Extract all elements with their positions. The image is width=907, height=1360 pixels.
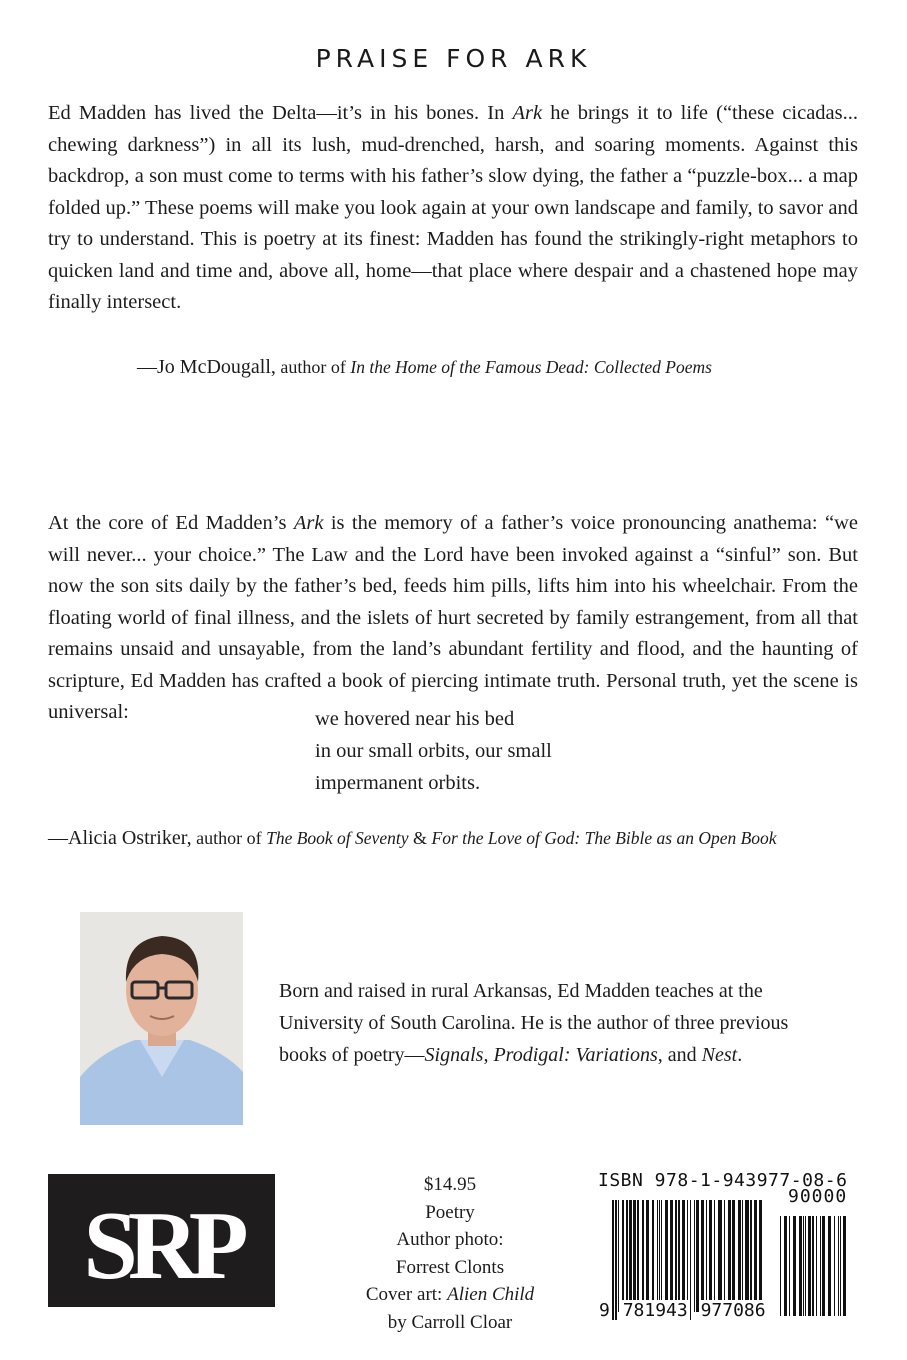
text-run: Ed Madden has lived the Delta—it’s in his bones. In bbox=[48, 102, 513, 124]
bio-line bbox=[279, 1007, 859, 1039]
srp-logo-icon bbox=[48, 1174, 275, 1307]
attribution-name: —Alicia Ostriker, bbox=[48, 827, 192, 849]
barcode-bar bbox=[701, 1200, 704, 1312]
barcode-bar bbox=[675, 1200, 677, 1312]
addon-bar bbox=[828, 1216, 831, 1316]
barcode-bar bbox=[714, 1200, 715, 1312]
barcode-bar bbox=[706, 1200, 707, 1312]
author-bio bbox=[279, 975, 859, 1071]
barcode-bar bbox=[709, 1200, 712, 1312]
category: Poetry bbox=[425, 1201, 475, 1223]
addon-bar bbox=[780, 1216, 781, 1316]
author-photo bbox=[80, 912, 243, 1125]
text-run: he brings it to life (“these cicadas... chewing darkness”) in all its lush, mud-drenched, harsh, and soaring moments. Against this backdrop, a son must come to terms with his father’s slow dying, the father a “puzzle-box... a map folded up.” These poems will make you look again at your own landscape and family, to savor and try to understand. This is poetry at its finest: Madden has found the strikingly-right metaphors to quicken land and time and, above all, home—that place where despair and a chastened hope may finally intersect. bbox=[48, 102, 859, 313]
price: $14.95 bbox=[423, 1174, 477, 1195]
addon-bar bbox=[840, 1216, 841, 1316]
barcode-bar bbox=[682, 1200, 685, 1312]
text-run: is the memory of a father’s voice pronouncing anathema: “we will never... your choice.” The Law and the Lord have been invoked against a “sinful” son. But now the son sits daily by the father’s bed, feeds him pills, lifts him into his wheelchair. From the floating world of final illness, and the islets of hurt secreted by family estrangement, from all that remains unsaid and unsayable, from the land’s abundant fertility and flood, and the haunting of scripture, Ed Madden has crafted a book of piercing intimate truth. Personal truth, yet the scene is universal: bbox=[48, 512, 858, 723]
barcode-right-digits: 977086 bbox=[700, 1300, 766, 1321]
barcode-bar bbox=[646, 1200, 649, 1312]
addon-bar bbox=[838, 1216, 839, 1316]
barcode-bar bbox=[694, 1200, 695, 1312]
barcode-bar bbox=[629, 1200, 632, 1312]
addon-bar bbox=[843, 1216, 846, 1316]
barcode-bar bbox=[659, 1200, 660, 1312]
text-run: books of poetry— bbox=[279, 1044, 425, 1066]
barcode-bar bbox=[618, 1200, 619, 1312]
attribution-works: The Book of Seventy bbox=[266, 828, 409, 848]
barcode-bar bbox=[742, 1200, 743, 1312]
blurb-1-paragraph bbox=[48, 98, 858, 319]
bio-line bbox=[279, 975, 859, 1007]
logo-text: SRP bbox=[83, 1192, 239, 1300]
italic-title: Ark bbox=[293, 512, 324, 534]
text-run: Born and raised in rural Arkansas, Ed Madden teaches at the bbox=[279, 980, 763, 1002]
barcode-bar bbox=[665, 1200, 668, 1312]
cover-art-label: Cover art: bbox=[365, 1284, 448, 1305]
addon-bar bbox=[808, 1216, 811, 1316]
barcode-bar bbox=[724, 1200, 725, 1312]
attribution-name: —Jo McDougall, bbox=[137, 356, 276, 378]
cover-art-artist: by Carroll Cloar bbox=[387, 1311, 513, 1333]
addon-bar bbox=[789, 1216, 790, 1316]
barcode-bar bbox=[732, 1200, 735, 1312]
attribution-prefix: author of bbox=[191, 828, 267, 848]
italic-title: Nest bbox=[701, 1044, 738, 1066]
blurb-2-attribution bbox=[48, 826, 777, 850]
bio-line bbox=[279, 1039, 859, 1071]
text-run: , and bbox=[657, 1044, 702, 1066]
verse-line: in our small orbits, our small bbox=[315, 740, 552, 762]
barcode-bar bbox=[622, 1200, 624, 1312]
barcode-bar bbox=[696, 1200, 699, 1312]
blurb-1-attribution bbox=[137, 355, 712, 379]
text-run: . bbox=[737, 1044, 743, 1066]
barcode-bar bbox=[745, 1200, 749, 1312]
addon-bar bbox=[799, 1216, 802, 1316]
barcode-bar bbox=[750, 1200, 752, 1312]
addon-bar bbox=[812, 1216, 814, 1316]
verse-line: we hovered near his bed bbox=[315, 708, 515, 730]
barcode-bar bbox=[754, 1200, 757, 1312]
attribution-works-2: For the Love of God: The Bible as an Open Book bbox=[431, 828, 777, 848]
text-run: At the core of Ed Madden’s bbox=[48, 512, 294, 534]
addon-bar bbox=[834, 1216, 835, 1316]
blurb-2-paragraph bbox=[48, 508, 858, 729]
barcode-bar bbox=[657, 1200, 658, 1312]
addon-bar bbox=[784, 1216, 787, 1316]
publisher-logo bbox=[48, 1174, 275, 1307]
italic-title: Ark bbox=[512, 102, 543, 124]
addon-bar bbox=[803, 1216, 804, 1316]
isbn-label: ISBN 978-1-943977-08-6 bbox=[598, 1170, 848, 1191]
italic-title: Prodigal: Variations bbox=[493, 1044, 658, 1066]
barcode-bar bbox=[642, 1200, 644, 1312]
photo-credit-name: Forrest Clonts bbox=[395, 1256, 505, 1278]
attribution-prefix: author of bbox=[275, 357, 351, 377]
barcode-bar bbox=[626, 1200, 628, 1312]
text-run: University of South Carolina. He is the author of three previous bbox=[279, 1012, 789, 1034]
barcode-bar bbox=[738, 1200, 741, 1312]
text-run: , bbox=[483, 1044, 494, 1066]
barcode-first-digit: 9 bbox=[599, 1300, 610, 1321]
blurb-2-verse bbox=[315, 703, 552, 799]
addon-bar bbox=[820, 1216, 821, 1316]
barcode-bar bbox=[637, 1200, 639, 1312]
addon-bar bbox=[805, 1216, 806, 1316]
publication-info bbox=[340, 1171, 560, 1336]
barcode-bar bbox=[718, 1200, 722, 1312]
barcode-bar bbox=[652, 1200, 654, 1312]
addon-bar bbox=[816, 1216, 817, 1316]
verse-line: impermanent orbits. bbox=[315, 772, 481, 794]
barcode-bar bbox=[661, 1200, 662, 1312]
addon-bar bbox=[822, 1216, 825, 1316]
photo-credit-label: Author photo: bbox=[396, 1229, 504, 1250]
addon-bar bbox=[793, 1216, 796, 1316]
barcode-bar bbox=[728, 1200, 731, 1312]
barcode-left-digits: 781943 bbox=[622, 1300, 688, 1321]
author-portrait-icon bbox=[80, 912, 243, 1125]
cover-art-credit bbox=[340, 1281, 560, 1309]
price-addon-code: 90000 bbox=[788, 1186, 848, 1207]
page-title: PRAISE FOR ARK bbox=[315, 44, 592, 73]
barcode-bar bbox=[670, 1200, 673, 1312]
barcode-bar bbox=[678, 1200, 680, 1312]
italic-title: Signals bbox=[424, 1044, 484, 1066]
attribution-joiner: & bbox=[408, 828, 432, 848]
attribution-works: In the Home of the Famous Dead: Collected Poems bbox=[350, 357, 712, 377]
cover-art-title: Alien Child bbox=[447, 1284, 535, 1305]
barcode-bar bbox=[633, 1200, 636, 1312]
barcode-digits bbox=[598, 1300, 767, 1321]
